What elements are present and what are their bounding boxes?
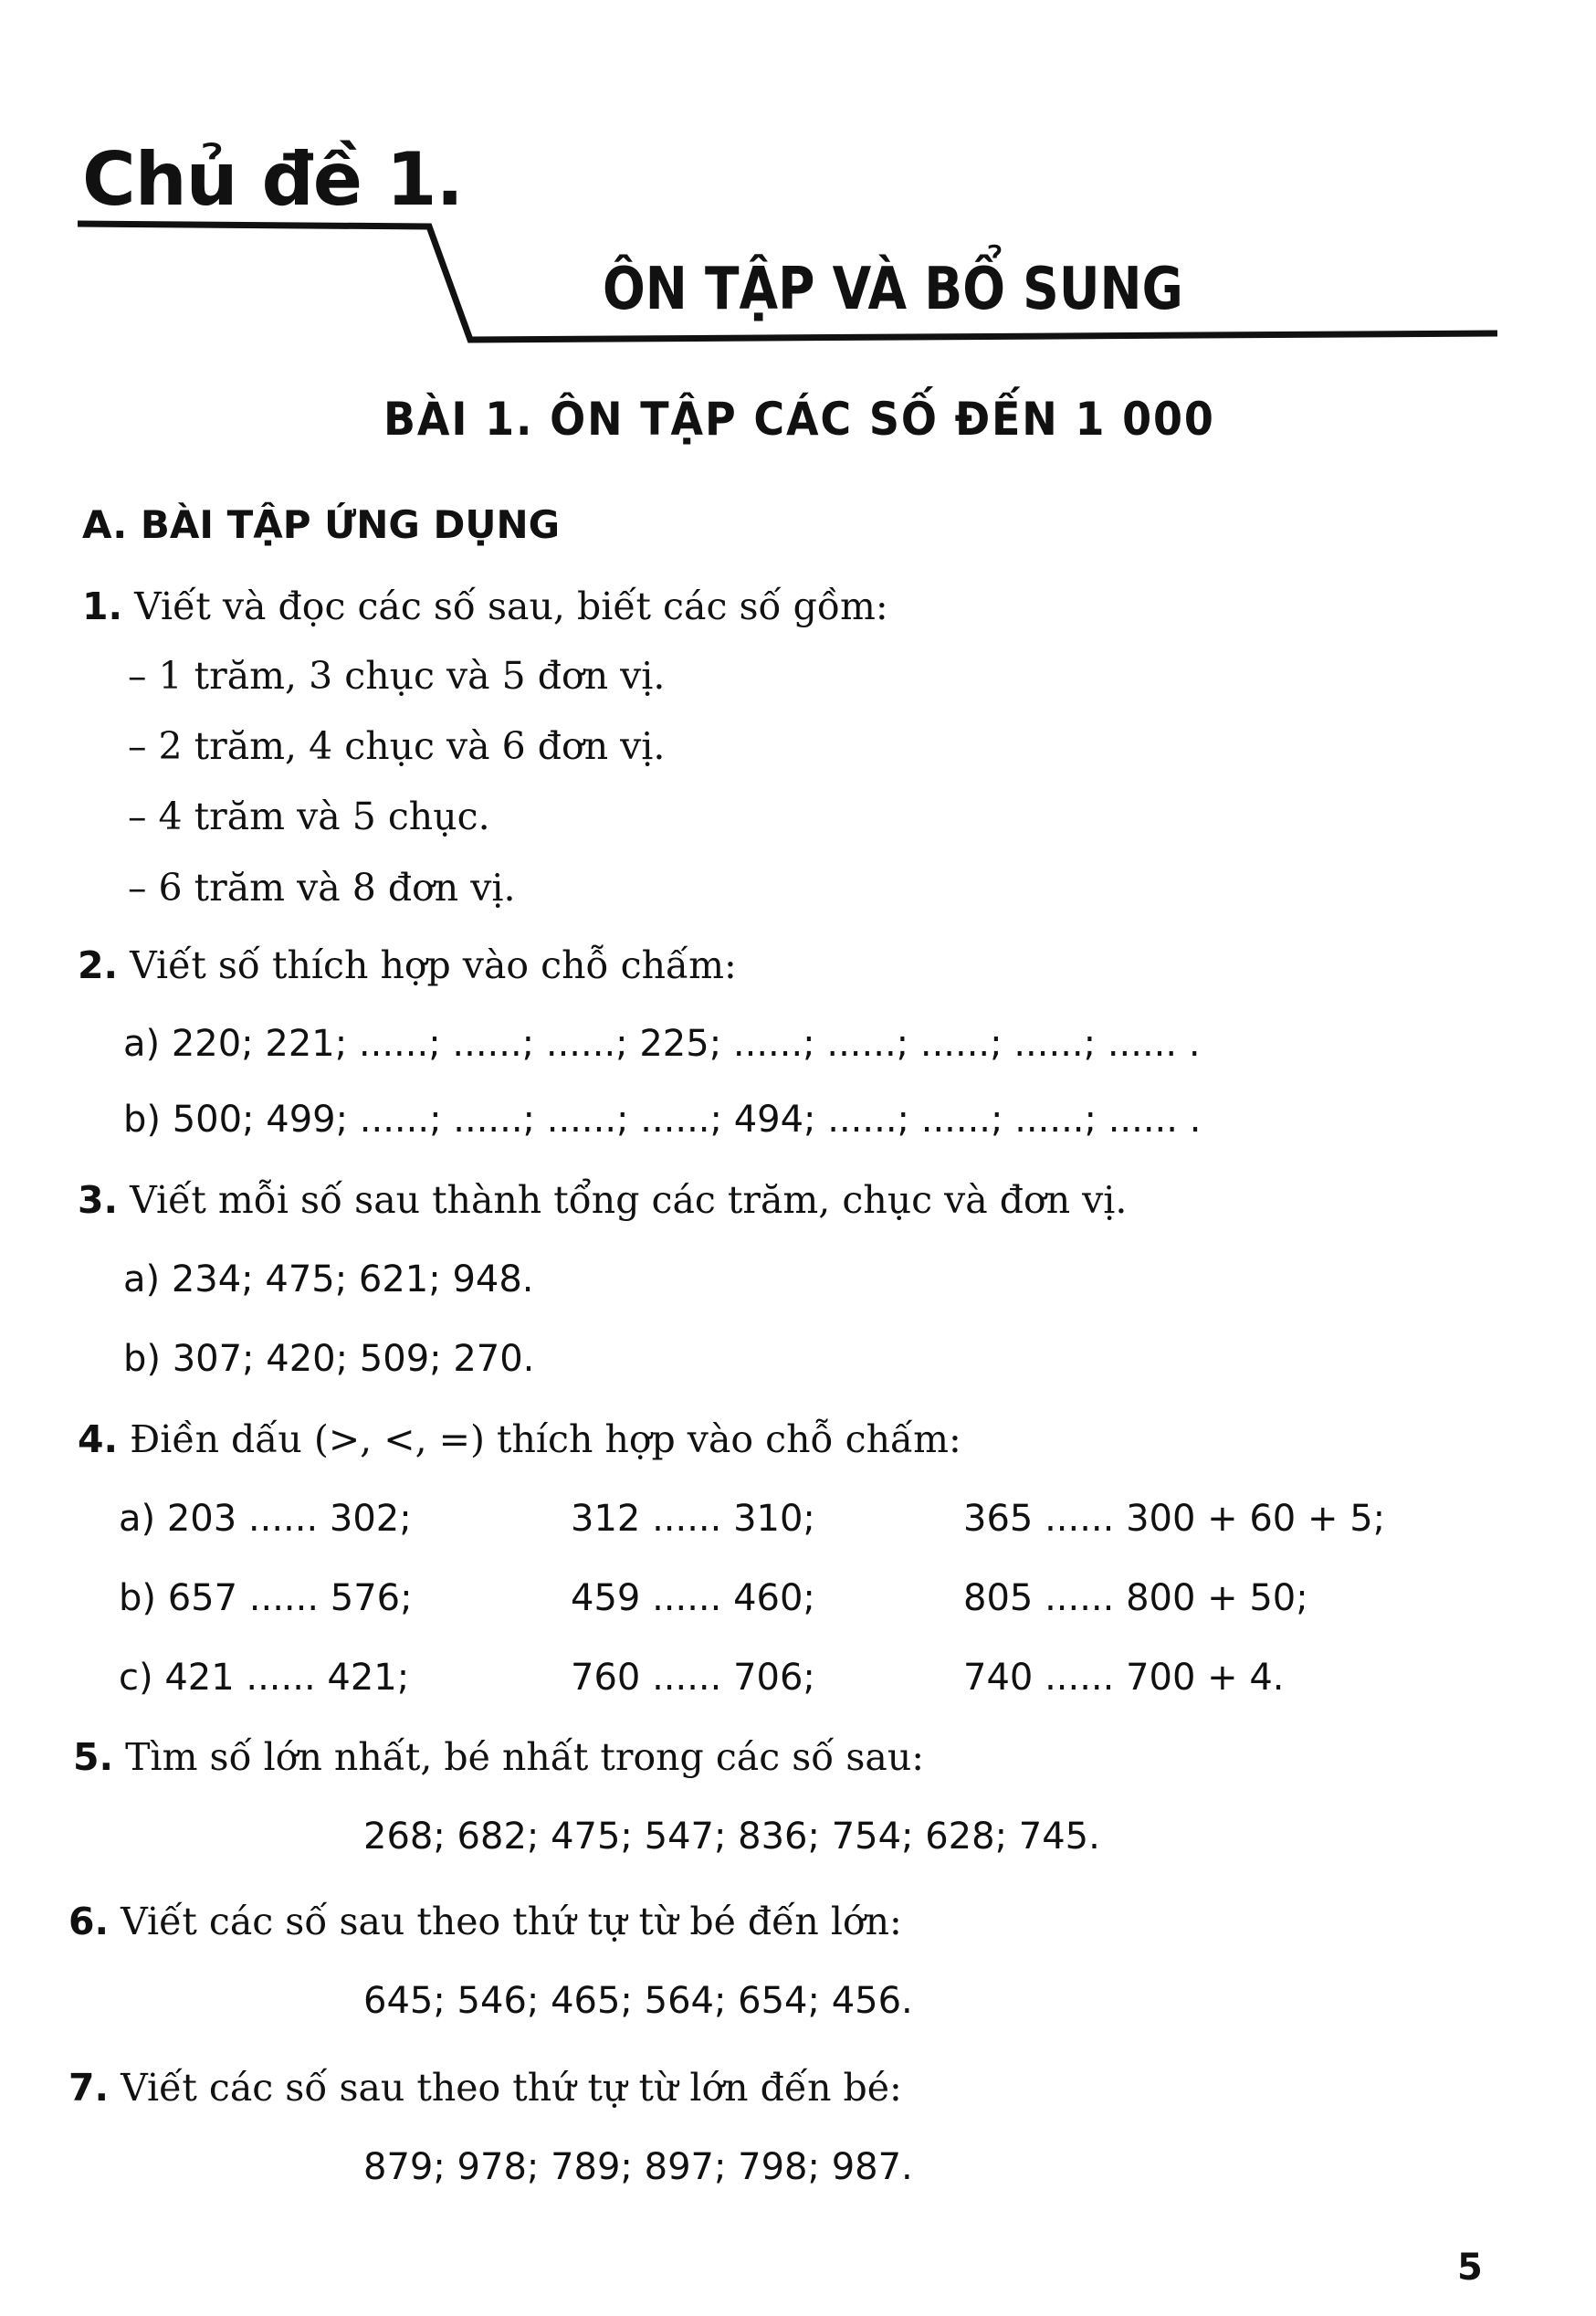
question-6 <box>68 1900 902 1943</box>
q1-item-3: – 4 trăm và 5 chục. <box>128 795 490 838</box>
question-number: 7. <box>68 2066 110 2110</box>
question-text: Viết số thích hợp vào chỗ chấm: <box>130 943 737 987</box>
question-1 <box>82 584 888 628</box>
question-5 <box>73 1735 924 1779</box>
q4-c-col2: 760 ...... 706; <box>571 1657 815 1699</box>
q3-part-a: a) 234; 475; 621; 948. <box>123 1258 534 1300</box>
q4-c-col1: c) 421 ...... 421; <box>119 1657 410 1699</box>
header-divider <box>0 0 1596 384</box>
q1-item-2: – 2 trăm, 4 chục và 6 đơn vị. <box>128 724 666 768</box>
question-number: 5. <box>73 1735 114 1779</box>
question-text: Viết và đọc các số sau, biết các số gồm: <box>134 584 888 628</box>
topic-title: ÔN TẬP VÀ BỔ SUNG <box>603 256 1183 323</box>
question-3 <box>78 1178 1127 1222</box>
page-number: 5 <box>1457 2247 1483 2289</box>
question-text: Viết các số sau theo thứ tự từ lớn đến bé: <box>121 2066 902 2110</box>
question-text: Viết mỗi số sau thành tổng các trăm, chục và đơn vị. <box>130 1178 1128 1222</box>
chapter-label: Chủ đề 1. <box>82 137 463 222</box>
question-number: 1. <box>82 584 123 628</box>
q4-b-col1: b) 657 ...... 576; <box>119 1577 413 1619</box>
question-number: 4. <box>78 1417 119 1461</box>
question-number: 6. <box>68 1900 110 1943</box>
q6-numbers: 645; 546; 465; 564; 654; 456. <box>363 1980 913 2022</box>
lesson-title: BÀI 1. ÔN TẬP CÁC SỐ ĐẾN 1 000 <box>383 393 1215 446</box>
question-4 <box>78 1417 961 1461</box>
q4-b-col3: 805 ...... 800 + 50; <box>963 1577 1308 1619</box>
question-text: Viết các số sau theo thứ tự từ bé đến lớn: <box>121 1900 902 1943</box>
question-number: 3. <box>78 1178 119 1222</box>
q3-part-b: b) 307; 420; 509; 270. <box>123 1338 535 1380</box>
q4-a-col1: a) 203 ...... 302; <box>119 1498 412 1540</box>
q2-part-a: a) 220; 221; ......; ......; ......; 225; ......; ......; ......; ......; ...... . <box>123 1023 1201 1065</box>
q4-a-col2: 312 ...... 310; <box>571 1498 815 1540</box>
q4-c-col3: 740 ...... 700 + 4. <box>963 1657 1285 1699</box>
section-title: A. BÀI TẬP ỨNG DỤNG <box>82 502 561 547</box>
q1-item-4: – 6 trăm và 8 đơn vị. <box>128 866 516 910</box>
q1-item-1: – 1 trăm, 3 chục và 5 đơn vị. <box>128 654 666 698</box>
question-2 <box>78 943 737 987</box>
q5-numbers: 268; 682; 475; 547; 836; 754; 628; 745. <box>363 1816 1100 1858</box>
question-text: Điền dấu (>, <, =) thích hợp vào chỗ chấm: <box>130 1417 961 1461</box>
question-text: Tìm số lớn nhất, bé nhất trong các số sau: <box>125 1735 925 1779</box>
question-7 <box>68 2066 902 2110</box>
q4-b-col2: 459 ...... 460; <box>571 1577 815 1619</box>
question-number: 2. <box>78 943 119 987</box>
q7-numbers: 879; 978; 789; 897; 798; 987. <box>363 2146 913 2188</box>
q4-a-col3: 365 ...... 300 + 60 + 5; <box>963 1498 1386 1540</box>
q2-part-b: b) 500; 499; ......; ......; ......; ......; 494; ......; ......; ......; ...... . <box>123 1099 1202 1141</box>
